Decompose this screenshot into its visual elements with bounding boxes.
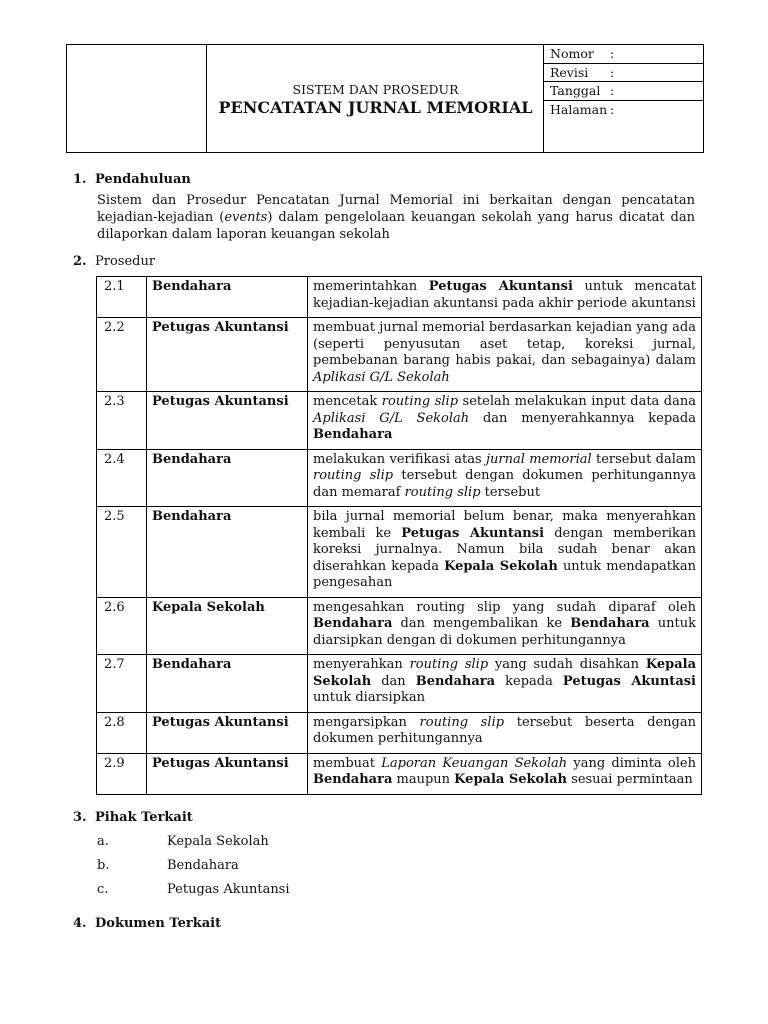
emphasis-text: events [224, 210, 268, 225]
procedure-row [97, 597, 702, 655]
step-number: 2.3 [97, 392, 147, 450]
step-actor: Bendahara [147, 449, 308, 507]
introduction-paragraph [97, 192, 695, 243]
section-title: Pendahuluan [95, 172, 191, 187]
italic-term: routing slip [409, 657, 489, 672]
step-number: 2.1 [97, 277, 147, 318]
step-actor: Bendahara [147, 507, 308, 598]
party-letter: a. [97, 834, 109, 849]
procedure-row [97, 392, 702, 450]
italic-term: routing slip [313, 468, 394, 483]
step-activity: memerintahkan Petugas Akuntansi untuk mencatat kejadian-kejadian akuntansi pada akhir periode akuntansi [308, 277, 702, 318]
bold-term: Bendahara [313, 772, 393, 787]
document-header [66, 44, 704, 153]
step-activity: membuat Laporan Keuangan Sekolah yang diminta oleh Bendahara maupun Kepala Sekolah sesuai permintaan [308, 753, 702, 794]
section-heading-pihak-terkait [73, 810, 193, 825]
meta-colon: : [610, 46, 615, 61]
title-cell [207, 45, 544, 152]
document-title-line1: SISTEM DAN PROSEDUR [292, 82, 459, 97]
bold-term: Bendahara [313, 427, 393, 442]
procedure-row [97, 507, 702, 598]
step-number: 2.8 [97, 712, 147, 753]
italic-term: jurnal memorial [486, 451, 592, 467]
meta-label: Tanggal [550, 83, 601, 98]
document-meta-box [543, 45, 704, 153]
section-heading-dokumen-terkait [73, 916, 221, 931]
step-activity: mengesahkan routing slip yang sudah diparaf oleh Bendahara dan mengembalikan ke Bendahara untuk diarsipkan dengan di dokumen perhitungannya [308, 597, 702, 655]
italic-term: routing slip [381, 394, 459, 409]
step-actor: Bendahara [147, 655, 308, 713]
italic-term: routing slip [419, 714, 505, 730]
party-letter: b. [97, 858, 110, 873]
bold-term: Petugas Akuntasi [562, 673, 696, 689]
bold-term: Kepala Sekolah [444, 558, 558, 574]
meta-label: Revisi [550, 64, 589, 80]
step-activity: bila jurnal memorial belum benar, maka menyerahkan kembali ke Petugas Akuntansi dengan memberikan koreksi jurnalnya. Namun bila sudah benar akan diserahkan kepada Kepala Sekolah untuk mendapatkan pengesahan [308, 507, 702, 598]
bold-term: Bendahara [570, 616, 650, 631]
section-number: 4. [73, 916, 87, 931]
step-actor: Petugas Akuntansi [147, 753, 308, 794]
meta-row-revisi [544, 64, 704, 83]
meta-row-nomor [544, 45, 704, 64]
step-actor: Petugas Akuntansi [147, 712, 308, 753]
meta-colon: : [610, 101, 615, 117]
section-number: 2. [73, 254, 87, 269]
step-activity: mencetak routing slip setelah melakukan input data dana Aplikasi G/L Sekolah dan menyerahkannya kepada Bendahara [308, 392, 702, 450]
bold-term: Kepala Sekolah [454, 772, 568, 787]
section-number: 1. [73, 172, 87, 187]
bold-term: Petugas Akuntansi [428, 279, 573, 294]
section-heading-pendahuluan [73, 172, 191, 187]
procedure-table [96, 276, 702, 795]
section-heading-prosedur [73, 254, 155, 269]
document-title-line2: PENCATATAN JURNAL MEMORIAL [218, 98, 533, 117]
party-name: Kepala Sekolah [167, 834, 269, 849]
meta-label: Nomor [550, 46, 594, 61]
procedure-row [97, 318, 702, 392]
italic-term: Laporan Keuangan Sekolah [381, 755, 568, 771]
procedure-row [97, 753, 702, 794]
meta-row-halaman [544, 101, 704, 119]
step-actor: Kepala Sekolah [147, 597, 308, 655]
section-number: 3. [73, 810, 87, 825]
step-activity: melakukan verifikasi atas jurnal memorial tersebut dalam routing slip tersebut dengan dokumen perhitungannya dan memaraf routing slip tersebut [308, 449, 702, 507]
procedure-row [97, 277, 702, 318]
italic-term: routing slip [404, 484, 481, 500]
procedure-row [97, 449, 702, 507]
meta-colon: : [610, 83, 615, 98]
procedure-row [97, 655, 702, 713]
section-title: Prosedur [95, 254, 156, 269]
meta-label: Halaman [550, 101, 608, 117]
section-title: Dokumen Terkait [95, 916, 222, 931]
intro-text: Sistem dan Prosedur Pencatatan Jurnal Memorial ini berkaitan dengan pencatatan kejadian-kejadian (events) dalam pengelolaan keuangan sekolah yang harus dicatat dan dilaporkan dalam laporan keuangan sekolah [97, 193, 695, 242]
logo-cell [67, 45, 207, 152]
bold-term: Petugas Akuntansi [401, 525, 545, 541]
step-number: 2.7 [97, 655, 147, 713]
step-number: 2.2 [97, 318, 147, 392]
bold-term: Bendahara [415, 673, 496, 689]
step-activity: mengarsipkan routing slip tersebut beserta dengan dokumen perhitungannya [308, 712, 702, 753]
step-actor: Petugas Akuntansi [147, 318, 308, 392]
italic-term: Aplikasi G/L Sekolah [313, 369, 450, 385]
step-actor: Bendahara [147, 277, 308, 318]
meta-row-tanggal [544, 82, 704, 101]
bold-term: Bendahara [313, 616, 393, 631]
step-activity: menyerahkan routing slip yang sudah disahkan Kepala Sekolah dan Bendahara kepada Petugas Akuntasi untuk diarsipkan [308, 655, 702, 713]
bold-term: Kepala Sekolah [313, 657, 697, 689]
meta-colon: : [610, 64, 615, 80]
step-number: 2.6 [97, 597, 147, 655]
step-number: 2.4 [97, 449, 147, 507]
step-activity: membuat jurnal memorial berdasarkan kejadian yang ada (seperti penyusutan aset tetap, koreksi jurnal, pembebanan barang habis pakai, dan sebagainya) dalam Aplikasi G/L Sekolah [308, 318, 702, 392]
procedure-row [97, 712, 702, 753]
step-number: 2.5 [97, 507, 147, 598]
party-name: Petugas Akuntansi [167, 882, 290, 897]
step-number: 2.9 [97, 753, 147, 794]
party-name: Bendahara [167, 858, 239, 873]
section-title: Pihak Terkait [95, 810, 193, 825]
party-letter: c. [97, 882, 109, 897]
step-actor: Petugas Akuntansi [147, 392, 308, 450]
italic-term: Aplikasi G/L Sekolah [313, 410, 470, 426]
